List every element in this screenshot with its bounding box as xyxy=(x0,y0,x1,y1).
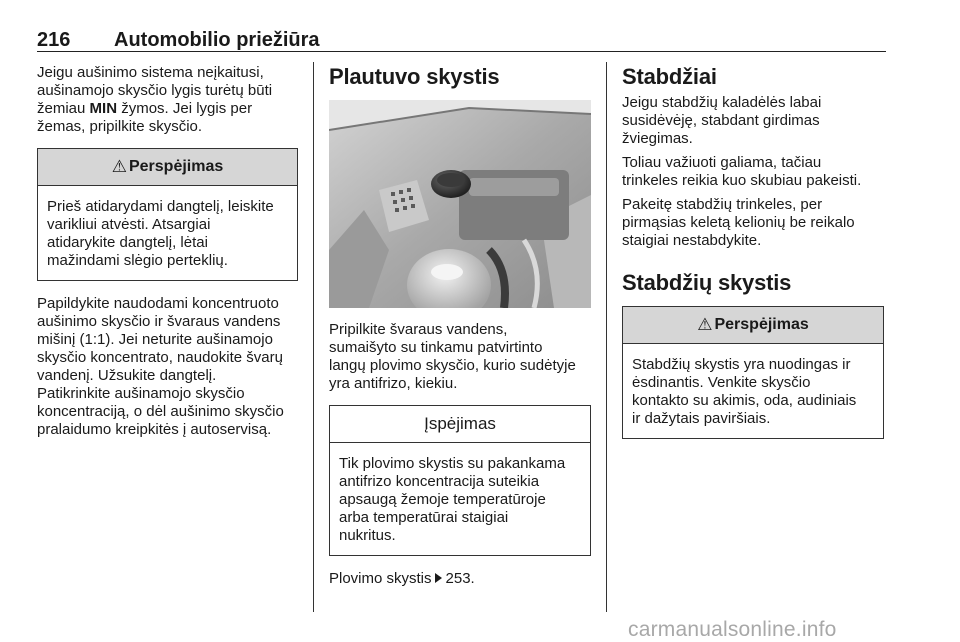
brakes-paragraph-3: Pakeitę stabdžių trinkeles, per pirmąsias keletą kelionių be reikalo staigiai nestabdykite. xyxy=(622,196,855,249)
column-middle xyxy=(329,64,591,588)
coolant-refill-paragraph: Papildykite naudodami koncentruoto aušinimo skysčio ir švaraus vandens mišinį (1:1). Jei neturite aušinamojo skysčio koncentrato, naudokite švarų vandenį. Užsukite dangtelį. Patikrinkite aušinamojo skysčio koncentraciją, o dėl aušinimo skysčio pralaidumo kreipkitės į autoservisą. xyxy=(37,295,284,438)
warning-box-header xyxy=(623,307,883,344)
warning-box-body: Stabdžių skystis yra nuodingas ir ėsdinantis. Venkite skysčio kontakto su akimis, oda, audiniais ir dažytais paviršiais. xyxy=(632,356,857,427)
column-left xyxy=(37,64,298,439)
notice-box-body: Tik plovimo skystis su pakankama antifrizo koncentracija suteikia apsaugą žemoje temperatūroje arba temperatūrai staigiai nukritus. xyxy=(339,455,566,544)
engine-bay-photo xyxy=(329,100,591,308)
warning-triangle-icon: ⚠ xyxy=(111,157,127,176)
engine-bay-illustration xyxy=(329,100,591,308)
warning-box-title: Perspėjimas xyxy=(128,158,224,175)
coolant-intro-paragraph: Jeigu aušinimo sistema neįkaitusi, aušinamojo skysčio lygis turėtų būti žemiau MIN žymos. Jei lygis per žemas, pripilkite skysčio. xyxy=(37,64,273,135)
brake-fluid-warning-box xyxy=(622,306,884,439)
warning-box-title: Perspėjimas xyxy=(714,316,809,333)
page-header xyxy=(37,30,886,52)
brake-fluid-heading: Stabdžių skystis xyxy=(622,270,792,295)
column-right xyxy=(622,64,884,439)
washer-fluid-heading: Plautuvo skystis xyxy=(329,64,500,89)
notice-box-header xyxy=(330,406,590,443)
warning-box-header xyxy=(38,149,297,186)
notice-box xyxy=(329,405,591,556)
warning-triangle-icon: ⚠ xyxy=(697,315,713,334)
warning-box xyxy=(37,148,298,281)
washer-fluid-paragraph: Pripilkite švaraus vandens, sumaišyto su tinkamu patvirtinto langų plovimo skysčio, kurio sudėtyje yra antifrizo, kiekiu. xyxy=(329,321,576,392)
cross-reference[interactable]: Plovimo skystis 253. xyxy=(329,570,475,587)
watermark: carmanualsonline.info xyxy=(628,618,837,641)
reference-page[interactable]: 253. xyxy=(445,570,475,587)
column-divider xyxy=(313,62,314,612)
min-mark: MIN xyxy=(89,100,118,117)
column-divider xyxy=(606,62,607,612)
chapter-title: Automobilio priežiūra xyxy=(114,29,320,51)
brakes-paragraph-1: Jeigu stabdžių kaladėlės labai susidėvėję, stabdant girdimas žviegimas. xyxy=(622,94,822,147)
page-reference-arrow-icon xyxy=(435,573,442,583)
page-number: 216 xyxy=(37,29,71,51)
warning-box-body: Prieš atidarydami dangtelį, leiskite varikliui atvėsti. Atsargiai atidarykite dangtelį, lėtai mažindami slėgio perteklių. xyxy=(47,198,274,269)
brakes-paragraph-2: Toliau važiuoti galiama, tačiau trinkeles reikia kuo skubiau pakeisti. xyxy=(622,154,862,189)
notice-box-title: Įspėjimas xyxy=(424,414,496,433)
brakes-heading: Stabdžiai xyxy=(622,64,717,89)
